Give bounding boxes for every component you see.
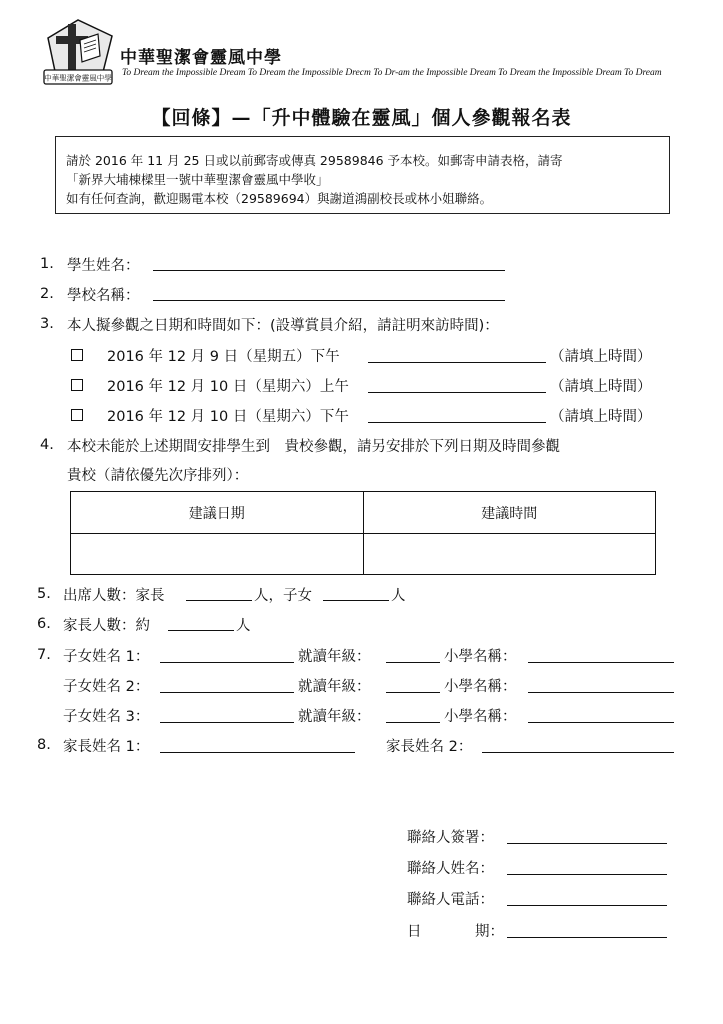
school-logo xyxy=(38,16,118,88)
child-2-school-field[interactable] xyxy=(528,691,674,693)
notice-box xyxy=(55,136,670,214)
child-2-grade-field[interactable] xyxy=(386,691,440,693)
child-1-label: 子女姓名 1： xyxy=(63,649,150,665)
header-preferred-date: 建議日期 xyxy=(71,492,364,534)
q8-number: 8. xyxy=(37,737,51,753)
children-count-field[interactable] xyxy=(323,599,389,601)
child-2-name-field[interactable] xyxy=(160,691,294,693)
child-3-school-label: 小學名稱： xyxy=(444,709,517,725)
option-1-checkbox[interactable] xyxy=(71,349,83,361)
child-1-school-field[interactable] xyxy=(528,661,674,663)
option-3-checkbox[interactable] xyxy=(71,409,83,421)
svg-text:中華聖潔會靈風中學: 中華聖潔會靈風中學 xyxy=(44,73,112,83)
option-3-hint: （請填上時間） xyxy=(550,409,652,425)
school-name-field[interactable] xyxy=(153,299,505,301)
q5-unit-1: 人，子女 xyxy=(254,588,312,604)
form-title: 【回條】—「升中體驗在靈風」個人參觀報名表 xyxy=(151,107,572,129)
option-1-hint: （請填上時間） xyxy=(550,349,652,365)
q5-number: 5. xyxy=(37,586,51,602)
q1-number: 1. xyxy=(40,256,54,272)
child-1-name-field[interactable] xyxy=(160,661,294,663)
option-1-time-field[interactable] xyxy=(368,361,546,363)
option-1-text: 2016 年 12 月 9 日（星期五）下午 xyxy=(107,349,340,365)
header-preferred-time: 建議時間 xyxy=(363,492,656,534)
preferred-time-cell[interactable] xyxy=(363,534,656,575)
option-2-text: 2016 年 12 月 10 日（星期六）上午 xyxy=(107,379,349,395)
notice-line-3: 如有任何查詢，歡迎賜電本校（29589694）與謝道鴻副校長或林小姐聯絡。 xyxy=(66,191,493,206)
q2-label: 學校名稱： xyxy=(67,288,140,304)
q6-label: 家長人數：約 xyxy=(63,618,150,634)
parent-2-name-field[interactable] xyxy=(482,751,674,753)
q7-number: 7. xyxy=(37,647,51,663)
option-3-text: 2016 年 12 月 10 日（星期六）下午 xyxy=(107,409,349,425)
q2-number: 2. xyxy=(40,286,54,302)
q4-number: 4. xyxy=(40,437,54,453)
preferred-schedule-table xyxy=(70,491,656,575)
option-2-hint: （請填上時間） xyxy=(550,379,652,395)
date-field[interactable] xyxy=(507,936,667,938)
child-3-label: 子女姓名 3： xyxy=(63,709,150,725)
contact-name-label: 聯絡人姓名： xyxy=(407,861,494,877)
child-2-school-label: 小學名稱： xyxy=(444,679,517,695)
q6-number: 6. xyxy=(37,616,51,632)
child-1-grade-label: 就讀年級： xyxy=(298,649,371,665)
notice-line-1: 請於 2016 年 11 月 25 日或以前郵寄或傳真 29589846 予本校。如郵寄申請表格，請寄 xyxy=(66,153,563,168)
child-3-grade-field[interactable] xyxy=(386,721,440,723)
contact-phone-label: 聯絡人電話： xyxy=(407,892,494,908)
date-label-first: 日 xyxy=(407,924,422,940)
child-3-name-field[interactable] xyxy=(160,721,294,723)
child-2-grade-label: 就讀年級： xyxy=(298,679,371,695)
child-1-grade-field[interactable] xyxy=(386,661,440,663)
contact-signature-field[interactable] xyxy=(507,842,667,844)
child-2-label: 子女姓名 2： xyxy=(63,679,150,695)
option-2-time-field[interactable] xyxy=(368,391,546,393)
school-motto: To Dream the Impossible Dream To Dream the Impossible Drecm To Dr-am the Impossible Dream To Dream the Impossible Dream To Dream xyxy=(122,68,662,78)
student-name-field[interactable] xyxy=(153,269,505,271)
parent-2-label: 家長姓名 2： xyxy=(386,739,473,755)
q5-unit-2: 人 xyxy=(391,588,406,604)
parent-count-field[interactable] xyxy=(168,629,234,631)
q3-number: 3. xyxy=(40,316,54,332)
parent-1-name-field[interactable] xyxy=(160,751,355,753)
parent-1-label: 家長姓名 1： xyxy=(63,739,150,755)
q4-line-2: 貴校（請依優先次序排列）： xyxy=(67,468,249,484)
q6-unit: 人 xyxy=(236,618,251,634)
q4-line-1: 本校未能於上述期間安排學生到 貴校參觀，請另安排於下列日期及時間參觀 xyxy=(67,439,560,455)
contact-name-field[interactable] xyxy=(507,873,667,875)
q3-label: 本人擬參觀之日期和時間如下：(設導賞員介紹，請註明來訪時間)： xyxy=(67,318,499,334)
option-2-checkbox[interactable] xyxy=(71,379,83,391)
child-3-school-field[interactable] xyxy=(528,721,674,723)
child-3-grade-label: 就讀年級： xyxy=(298,709,371,725)
preferred-date-cell[interactable] xyxy=(71,534,364,575)
option-3-time-field[interactable] xyxy=(368,421,546,423)
parents-count-field[interactable] xyxy=(186,599,252,601)
contact-signature-label: 聯絡人簽署： xyxy=(407,830,494,846)
q1-label: 學生姓名： xyxy=(67,258,140,274)
school-name: 中華聖潔會靈風中學 xyxy=(120,48,282,68)
date-label-second: 期： xyxy=(475,924,504,940)
child-1-school-label: 小學名稱： xyxy=(444,649,517,665)
notice-line-2: 「新界大埔棟樑里一號中華聖潔會靈風中學收」 xyxy=(66,172,329,187)
contact-phone-field[interactable] xyxy=(507,904,667,906)
q5-label: 出席人數：家長 xyxy=(63,588,165,604)
